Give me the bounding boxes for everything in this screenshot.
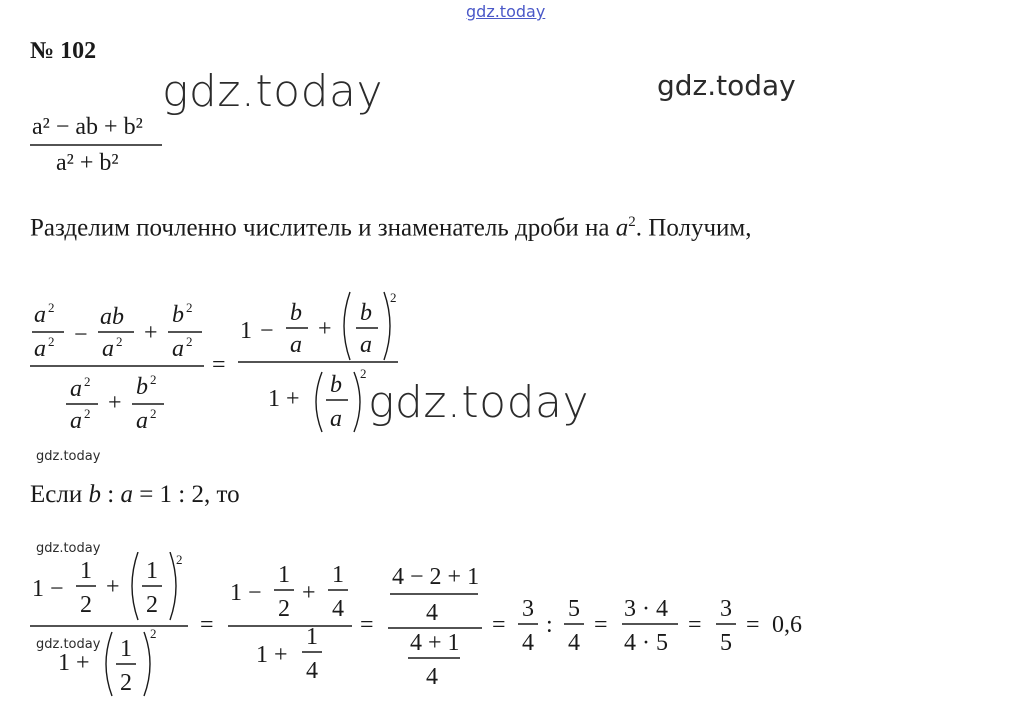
initial-fraction-numerator: a² − ab + b² — [32, 114, 143, 140]
svg-text:2: 2 — [278, 596, 290, 622]
svg-text:=: = — [746, 612, 760, 638]
svg-text:−: − — [248, 580, 262, 606]
problem-title: № 102 — [30, 38, 97, 64]
svg-text:2: 2 — [186, 334, 193, 349]
step-one-variable: a — [615, 214, 629, 242]
condition-colon: : — [107, 481, 115, 508]
svg-text:+: + — [286, 386, 300, 412]
svg-text:1: 1 — [32, 576, 44, 602]
svg-text:2: 2 — [84, 374, 91, 389]
watermark-small: gdz.today — [36, 449, 101, 464]
svg-text:=: = — [200, 612, 214, 638]
svg-text:a: a — [34, 336, 46, 362]
watermark-small: gdz.today — [36, 637, 101, 652]
svg-text:1: 1 — [306, 624, 318, 650]
svg-text:3: 3 — [522, 596, 534, 622]
watermark-middle: gdz.today — [368, 377, 590, 428]
svg-text:4: 4 — [522, 630, 534, 656]
svg-text:4: 4 — [306, 658, 318, 684]
svg-text:4 · 5: 4 · 5 — [624, 630, 668, 656]
svg-text:=: = — [212, 352, 226, 378]
svg-text:a: a — [136, 408, 148, 434]
svg-text:1: 1 — [146, 558, 158, 584]
svg-text:a: a — [70, 408, 82, 434]
svg-text:2: 2 — [120, 670, 132, 696]
step-one-exponent: 2 — [628, 214, 636, 230]
svg-text:1: 1 — [120, 636, 132, 662]
svg-text:4: 4 — [426, 600, 438, 626]
svg-text:a: a — [70, 376, 82, 402]
svg-text:a: a — [102, 336, 114, 362]
svg-text:2: 2 — [150, 626, 157, 641]
step-one-text — [30, 214, 752, 242]
svg-text:4: 4 — [568, 630, 580, 656]
svg-text:a: a — [330, 406, 342, 432]
svg-text:+: + — [76, 650, 90, 676]
initial-fraction — [26, 104, 166, 176]
svg-text:a: a — [172, 336, 184, 362]
svg-text:b: b — [290, 300, 302, 326]
svg-text:4: 4 — [332, 596, 344, 622]
svg-text:2: 2 — [176, 552, 183, 567]
svg-text:1: 1 — [256, 642, 268, 668]
svg-text:1: 1 — [240, 318, 252, 344]
svg-text:3: 3 — [720, 596, 732, 622]
svg-text::: : — [546, 612, 553, 638]
svg-text:4 + 1: 4 + 1 — [410, 630, 460, 656]
svg-text:2: 2 — [360, 366, 367, 381]
svg-text:5: 5 — [568, 596, 580, 622]
watermark-small: gdz.today — [36, 541, 101, 556]
svg-text:1: 1 — [230, 580, 242, 606]
svg-text:b: b — [136, 374, 148, 400]
svg-text:4: 4 — [426, 664, 438, 690]
condition-var-a: a — [120, 481, 133, 508]
svg-text:2: 2 — [116, 334, 123, 349]
step-one-text-before: Разделим почленно числитель и знаменатель дроби на — [30, 214, 610, 242]
result-value: 0,6 — [772, 612, 802, 638]
svg-text:2: 2 — [146, 592, 158, 618]
svg-text:+: + — [302, 580, 316, 606]
svg-text:4 − 2 + 1: 4 − 2 + 1 — [392, 564, 480, 590]
divided-formula — [28, 288, 408, 438]
svg-text:+: + — [274, 642, 288, 668]
svg-text:−: − — [260, 318, 274, 344]
svg-text:a: a — [290, 332, 302, 358]
condition-prefix: Если — [30, 481, 83, 508]
svg-text:ab: ab — [100, 304, 124, 330]
svg-text:1: 1 — [332, 562, 344, 588]
svg-text:5: 5 — [720, 630, 732, 656]
svg-text:b: b — [172, 302, 184, 328]
svg-text:1: 1 — [268, 386, 280, 412]
numeric-formula — [28, 552, 828, 702]
svg-text:2: 2 — [186, 300, 193, 315]
watermark-header: gdz.today — [162, 66, 384, 117]
svg-text:b: b — [330, 372, 342, 398]
initial-fraction-denominator: a² + b² — [56, 150, 119, 176]
svg-text:+: + — [106, 574, 120, 600]
svg-text:2: 2 — [48, 300, 55, 315]
condition-text — [30, 481, 240, 509]
svg-text:1: 1 — [278, 562, 290, 588]
svg-text:1: 1 — [80, 558, 92, 584]
svg-text:2: 2 — [150, 406, 157, 421]
step-one-text-after: . Получим, — [635, 214, 752, 242]
svg-text:b: b — [360, 300, 372, 326]
svg-text:a: a — [34, 302, 46, 328]
watermark-top-link[interactable]: gdz.today — [466, 2, 546, 21]
svg-text:2: 2 — [150, 372, 157, 387]
svg-text:2: 2 — [48, 334, 55, 349]
svg-text:=: = — [594, 612, 608, 638]
svg-text:1: 1 — [58, 650, 70, 676]
svg-text:=: = — [492, 612, 506, 638]
svg-text:=: = — [360, 612, 374, 638]
svg-text:a: a — [360, 332, 372, 358]
watermark-header-right: gdz.today — [657, 69, 796, 102]
condition-var-b: b — [88, 481, 101, 508]
svg-text:−: − — [50, 576, 64, 602]
svg-text:2: 2 — [84, 406, 91, 421]
svg-text:+: + — [144, 320, 158, 346]
svg-text:=: = — [688, 612, 702, 638]
svg-text:2: 2 — [390, 290, 397, 305]
svg-text:+: + — [318, 316, 332, 342]
svg-text:2: 2 — [80, 592, 92, 618]
svg-text:3 · 4: 3 · 4 — [624, 596, 668, 622]
svg-text:−: − — [74, 322, 88, 348]
svg-text:+: + — [108, 390, 122, 416]
condition-rest: = 1 : 2, то — [139, 481, 240, 508]
